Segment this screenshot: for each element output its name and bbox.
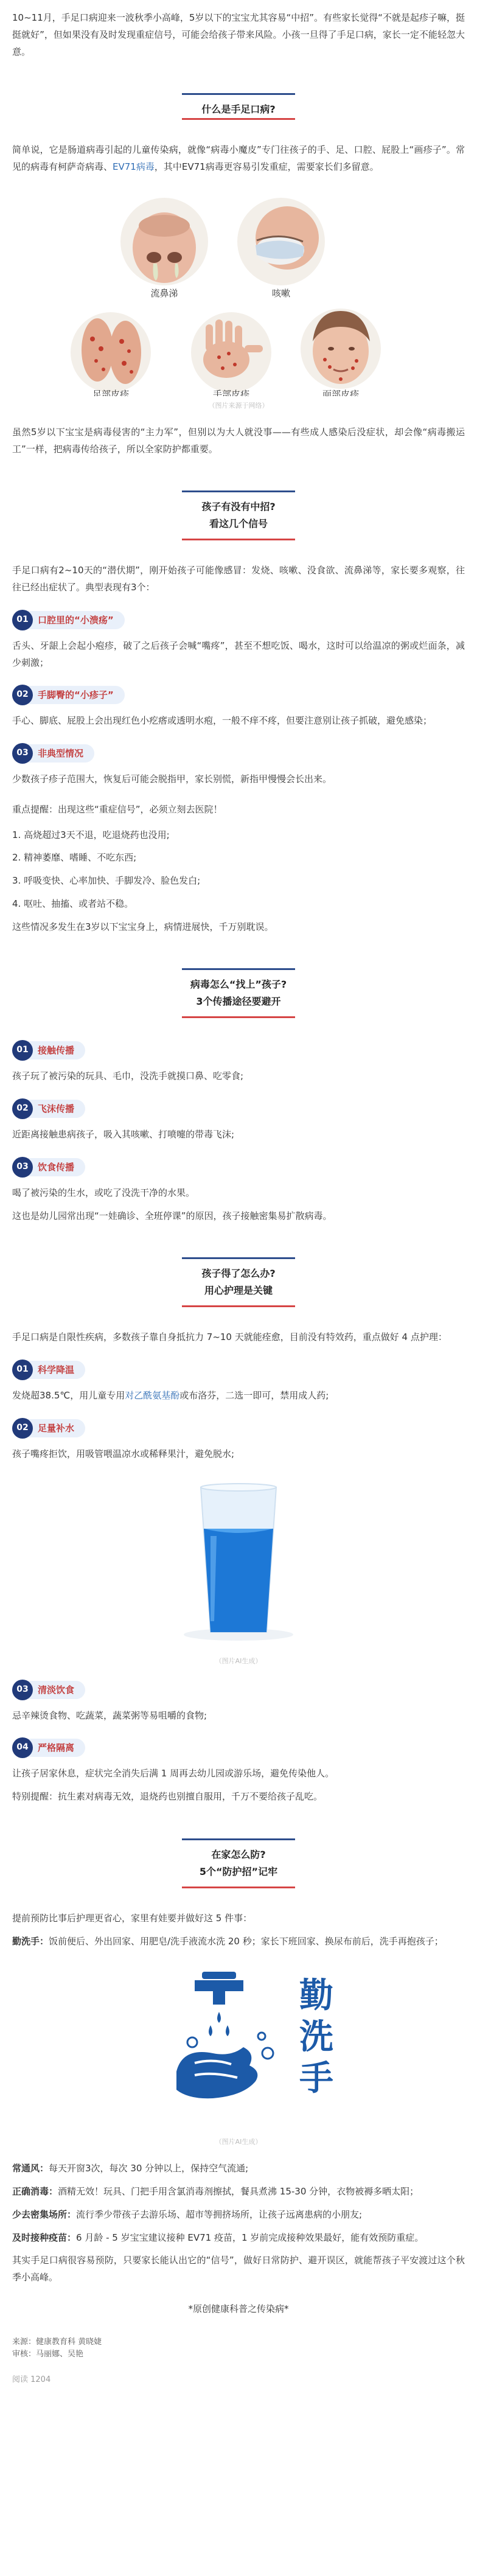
pill-number: 01 <box>12 1360 33 1380</box>
section-bar <box>182 1305 295 1307</box>
route-outro: 这也是幼儿园常出现“一娃确诊、全班停课”的原因，孩子接触密集易扩散病毒。 <box>12 1210 332 1221</box>
section-subtitle: 看这几个信号 <box>209 518 268 530</box>
cough-icon <box>237 198 325 285</box>
alert-item: 3. 呼吸变快、心率加快、手脚发冷、脸色发白; <box>12 875 201 886</box>
route-pill-1 <box>12 1040 465 1061</box>
care-pill-4 <box>12 1737 465 1758</box>
rule-vaccine: 及时接种疫苗：6 月龄 - 5 岁宝宝建议接种 EV71 疫苗，1 岁前完成接种效果最好，能有效预防重症。 <box>12 2232 424 2243</box>
route-text-3: 喝了被污染的生水，或吃了没洗干净的水果。 <box>12 1187 195 1198</box>
sign-pill-3 <box>12 743 465 764</box>
alert-outro: 这些情况多发生在3岁以下宝宝身上，病情进展快，千万别耽误。 <box>12 921 274 932</box>
sign-text-1: 舌头、牙龈上会起小疱疹，破了之后孩子会喊“嘴疼”，甚至不想吃饭、喝水，这时可以给温凉的粥或烂面条，减少刺激； <box>12 640 465 668</box>
alert-item: 4. 呕吐、抽搐、或者站不稳。 <box>12 898 134 909</box>
section-bar <box>182 968 295 970</box>
section-title: 在家怎么防? <box>211 1848 266 1860</box>
fever-text: 发烧超38.5℃，用儿童专用对乙酰氨基酚或布洛芬，二选一即可，禁用成人药; <box>12 1390 329 1401</box>
pill-number: 01 <box>12 1040 33 1061</box>
special-note: 特别提醒：抗生素对病毒无效，退烧药也别擅自服用，千万不要给孩子乱吃。 <box>12 1791 323 1802</box>
face-label: 面部皮疹 <box>322 388 360 396</box>
feet-rash-icon <box>71 312 151 393</box>
pill-label: 非典型情况 <box>28 744 94 763</box>
water-glass-illustration <box>12 1469 465 1652</box>
pill-label: 严格隔离 <box>28 1739 85 1757</box>
section-title: 什么是手足口病? <box>201 103 276 116</box>
rule-crowds: 少去密集场所：流行季少带孩子去游乐场、超市等拥挤场所，让孩子远离患病的小朋友; <box>12 2208 363 2220</box>
section-subtitle: 用心护理是关键 <box>204 1285 273 1297</box>
section-header-what <box>12 93 465 120</box>
alert-intro: 重点提醒：出现这些“重症信号”，必须立刻去医院！ <box>12 803 223 815</box>
section-subtitle: 5个“防护招”记牢 <box>199 1865 278 1877</box>
series-tag: *原创健康科普之传染病* <box>188 2303 289 2314</box>
water-glass-icon <box>12 1469 465 1652</box>
pill-number: 02 <box>12 1098 33 1119</box>
pill-label: 手脚臀的“小疹子” <box>28 686 125 704</box>
section-bar <box>182 490 295 492</box>
route-pill-2 <box>12 1098 465 1119</box>
closing-paragraph: 其实手足口病很容易预防，只要家长能认出它的“信号”，做好日常防护、避开误区，就能帮孩子平安渡过这个秋季小高峰。 <box>12 2255 465 2283</box>
section-bar <box>182 118 295 120</box>
rule-ventilation: 常通风：每天开窗3次，每次 30 分钟以上，保持空气流通; <box>12 2163 249 2174</box>
pill-label: 科学降温 <box>28 1361 85 1379</box>
section-bar <box>182 1838 295 1840</box>
runny-nose-icon <box>120 198 208 285</box>
pill-label: 飞沫传播 <box>28 1100 85 1118</box>
carrier-paragraph: 虽然5岁以下宝宝是病毒侵害的“主力军”，但别以为大人就没事——有些成人感染后没症状，却会像“病毒搬运工”一样，把病毒传给孩子，所以全家防护都重要。 <box>12 426 465 455</box>
care-pill-2 <box>12 1418 465 1439</box>
pill-number: 03 <box>12 1680 33 1700</box>
poster-char-3: 手 <box>299 2059 333 2099</box>
section-bar <box>182 1887 295 1888</box>
route-text-2: 近距离接触患病孩子，吸入其咳嗽、打喷嚏的带毒飞沫; <box>12 1129 235 1140</box>
section-header-prevention <box>12 1838 465 1888</box>
route-pill-3 <box>12 1157 465 1178</box>
symptoms-svg <box>12 189 465 396</box>
pill-number: 01 <box>12 610 33 630</box>
pill-label: 足量补水 <box>28 1419 85 1437</box>
section-title: 孩子得了怎么办? <box>201 1268 276 1280</box>
section-header-transmission <box>12 968 465 1018</box>
alert-item: 1. 高烧超过3天不退，吃退烧药也没用; <box>12 829 170 840</box>
section-header-signs <box>12 490 465 540</box>
pill-number: 04 <box>12 1737 33 1758</box>
section-title: 孩子有没有中招? <box>201 501 276 513</box>
pill-number: 02 <box>12 1418 33 1439</box>
rule-disinfection: 正确消毒：酒精无效！玩具、门把手用含氯消毒剂擦拭，餐具煮沸 15-30 分钟，衣物被褥多晒太阳； <box>12 2186 419 2197</box>
source-line: 来源：健康教育科 黄晓婕 <box>12 2337 102 2347</box>
intro-paragraph: 10~11月，手足口病迎来一波秋季小高峰，5岁以下的宝宝尤其容易“中招”。有些家长觉得“不就是起疹子嘛，挺挺就好”，但如果没有及时发现重症信号，可能会给孩子带来风险。小孩一旦得了手足口病，家长一定不能轻忽大意。 <box>12 12 465 57</box>
sign-text-2: 手心、脚底、屁股上会出现红色小疙瘩或透明水疱，一般不痒不疼，但要注意别让孩子抓破，避免感染； <box>12 715 433 727</box>
hand-rash-icon <box>191 312 271 393</box>
pill-number: 03 <box>12 1157 33 1178</box>
route-text-1: 孩子玩了被污染的玩具、毛巾，没洗手就摸口鼻、吃零食; <box>12 1070 244 1082</box>
care-intro: 手足口病是自限性疾病，多数孩子靠自身抵抗力 7~10 天就能痊愈，目前没有特效药，重点做好 4 点护理： <box>12 1332 447 1343</box>
cough-label: 咳嗽 <box>271 287 291 299</box>
section-bar <box>182 1257 295 1259</box>
read-count: 阅读 1204 <box>12 2375 51 2384</box>
sign-text-3: 少数孩子疹子范围大，恢复后可能会脱指甲，家长别慌，新指甲慢慢会长出来。 <box>12 773 332 784</box>
wash-hands-text: 勤洗手：饭前便后、外出回家、用肥皂/洗手液流水洗 20 秒；家长下班回家、换尿布前后，洗手再抱孩子； <box>12 1935 444 1947</box>
section-title: 病毒怎么“找上”孩子? <box>190 979 287 991</box>
pill-label: 接触传播 <box>28 1041 85 1059</box>
pill-label: 饮食传播 <box>28 1158 85 1176</box>
care-pill-3 <box>12 1680 465 1700</box>
prevention-intro: 提前预防比事后护理更省心，家里有娃要并做好这 5 件事： <box>12 1912 252 1924</box>
care-pill-1 <box>12 1360 465 1380</box>
signs-intro: 手足口病有2~10天的“潜伏期”，刚开始孩子可能像感冒：发烧、咳嗽、没食欲、流鼻涕等，家长要多观察，往往已经出症状了。典型表现有3个： <box>12 565 465 593</box>
image-caption: （图片AI生成） <box>215 2138 262 2146</box>
acetaminophen-link[interactable]: 对乙酰氨基酚 <box>125 1390 180 1401</box>
credits <box>12 2336 465 2361</box>
pill-label: 口腔里的“小溃疡” <box>28 611 125 629</box>
poster-char-2: 洗 <box>299 2017 333 2058</box>
ev71-link[interactable]: EV71病毒 <box>113 161 155 172</box>
runny-label: 流鼻涕 <box>150 287 178 299</box>
image-caption: （图片AI生成） <box>215 1656 262 1665</box>
pill-label: 清淡饮食 <box>28 1681 85 1699</box>
water-text: 孩子嘴疼拒饮，用吸管喂温凉水或稀释果汁，避免脱水; <box>12 1448 235 1459</box>
section-bar <box>182 539 295 540</box>
handwash-icon <box>12 1956 465 2132</box>
image-caption: （图片来源于网络） <box>208 401 269 410</box>
feet-label: 足部皮疹 <box>92 388 130 396</box>
sign-pill-1 <box>12 610 465 630</box>
review-line: 审核：马丽娜、吴艳 <box>12 2349 84 2359</box>
section-header-care <box>12 1257 465 1307</box>
section-bar <box>182 1016 295 1018</box>
isolation-text: 让孩子居家休息，症状完全消失后满 1 周再去幼儿园或游乐场，避免传染他人。 <box>12 1768 335 1779</box>
pill-number: 02 <box>12 685 33 705</box>
handwash-poster <box>12 1956 465 2132</box>
poster-char-1: 勤 <box>299 1976 333 2016</box>
food-text: 忌辛辣烫食物、吃蔬菜，蔬菜粥等易咀嚼的食物; <box>12 1709 207 1721</box>
alert-item: 2. 精神萎靡、嗜睡、不吃东西; <box>12 852 137 864</box>
section-subtitle: 3个传播途径要避开 <box>196 996 281 1008</box>
face-rash-icon <box>301 309 381 389</box>
definition-paragraph: 简单说，它是肠道病毒引起的儿童传染病，就像“病毒小魔皮”专门往孩子的手、足、口腔、屁股上“画疹子”。常见的病毒有柯萨奇病毒、EV71病毒，其中EV71病毒更容易引发重症，需要家长们多留意。 <box>12 144 465 172</box>
symptoms-illustration <box>12 189 465 396</box>
pill-number: 03 <box>12 743 33 764</box>
section-bar <box>182 93 295 95</box>
hands-label: 手部皮疹 <box>212 388 250 396</box>
sign-pill-2 <box>12 685 465 705</box>
